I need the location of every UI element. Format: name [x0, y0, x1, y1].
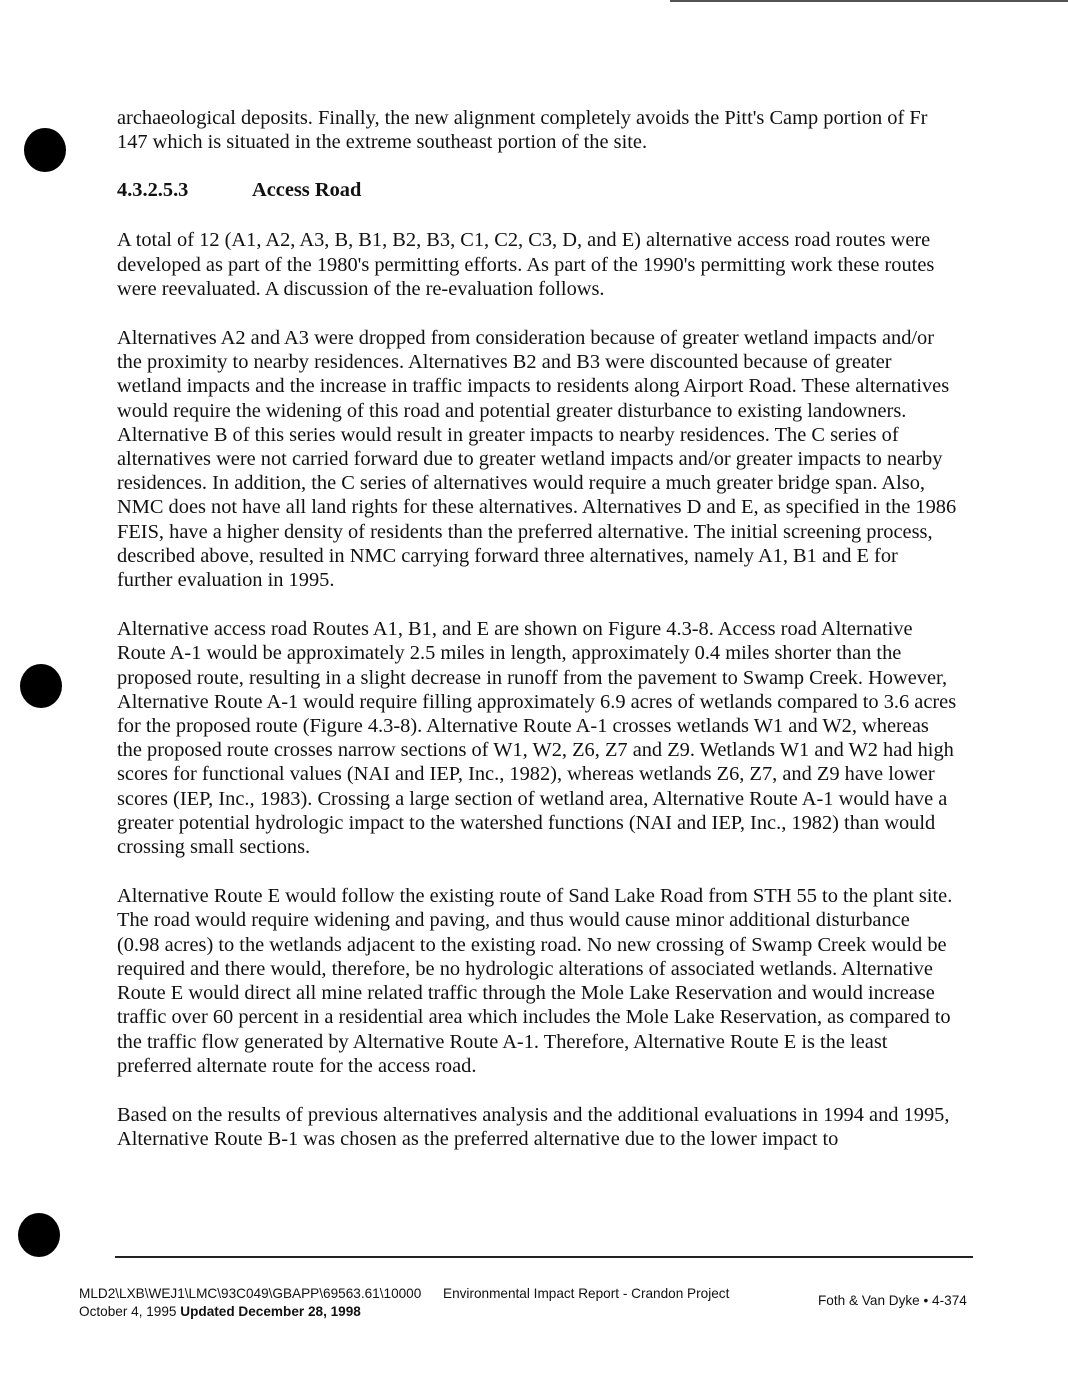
- footer-updated: Updated December 28, 1998: [180, 1304, 361, 1319]
- paragraph-alternatives-overview: A total of 12 (A1, A2, A3, B, B1, B2, B3, C1, C2, C3, D, and E) alternative access road routes were developed as part of the 1980's permitting efforts. As part of the 1990's permitting work these routes were reevaluated. A discussion of the re-evaluation follows.: [117, 229, 935, 300]
- section-number: 4.3.2.5.3: [117, 179, 189, 202]
- page-top-edge: [670, 0, 1068, 2]
- section-title: Access Road: [252, 179, 362, 202]
- paragraph-route-a1: Alternative access road Routes A1, B1, and E are shown on Figure 4.3-8. Access road Alternative Route A-1 would be approximately 2.5 miles in length, approximately 0.4 miles shorter than the proposed route, resulting in a slight decrease in runoff from the pavement to Swamp Creek. However, Alternative Route A-1 would require filling approximately 6.9 acres of wetlands compared to 3.6 acres for the proposed route (Figure 4.3-8). Alternative Route A-1 crosses wetlands W1 and W2, whereas the proposed route crosses narrow sections of W1, W2, Z6, Z7 and Z9. Wetlands W1 and W2 had high scores for functional values (NAI and IEP, Inc., 1982), whereas wetlands Z6, Z7, and Z9 have lower scores (IEP, Inc., 1983). Crossing a large section of wetland area, Alternative Route A-1 would have a greater potential hydrologic impact to the watershed functions (NAI and IEP, Inc., 1982) than would crossing small sections.: [117, 618, 957, 859]
- binder-hole-middle: [20, 664, 62, 708]
- footer-left: [79, 1285, 421, 1321]
- section-heading: [117, 178, 957, 202]
- binder-hole-bottom: [18, 1213, 60, 1257]
- paragraph-conclusion: Based on the results of previous alternatives analysis and the additional evaluations in 1994 and 1995, Alternative Route B-1 was chosen as the preferred alternative due to the lower impact to: [117, 1103, 950, 1151]
- paragraph-screening: Alternatives A2 and A3 were dropped from consideration because of greater wetland impacts and/or the proximity to nearby residences. Alternatives B2 and B3 were discounted because of greater wetland impacts and the increase in traffic impacts to residents along Airport Road. These alternatives would require the widening of this road and potential greater disturbance to existing landowners. Alternative B of this series would result in greater impacts to nearby residences. The C series of alternatives were not carried forward due to greater wetland impacts and/or greater impacts to nearby residences. In addition, the C series of alternatives would require a much greater bridge span. Also, NMC does not have all land rights for these alternatives. Alternatives D and E, as specified in the 1986 FEIS, have a higher density of residents than the preferred alternative. The initial screening process, described above, resulted in NMC carrying forward three alternatives, namely A1, B1 and E for further evaluation in 1995.: [117, 327, 957, 592]
- page-body: [117, 106, 957, 1151]
- paragraph-intro: archaeological deposits. Finally, the new alignment completely avoids the Pitt's Camp portion of Fr 147 which is situated in the extreme southeast portion of the site.: [117, 107, 928, 154]
- footer-firm-page: Foth & Van Dyke • 4-374: [818, 1293, 967, 1308]
- footer-report-title: Environmental Impact Report - Crandon Project: [443, 1286, 730, 1301]
- footer-file-path: MLD2\LXB\WEJ1\LMC\93C049\GBAPP\69563.61\10000: [79, 1286, 422, 1301]
- paragraph-route-e: Alternative Route E would follow the existing route of Sand Lake Road from STH 55 to the plant site. The road would require widening and paving, and thus would cause minor additional disturbance (0.98 acres) to the wetlands adjacent to the existing road. No new crossing of Swamp Creek would be required and there would, therefore, be no hydrologic alterations of associated wetlands. Alternative Route E would direct all mine related traffic through the Mole Lake Reservation and would increase traffic over 60 percent in a residential area which includes the Mole Lake Reservation, as compared to the traffic flow generated by Alternative Route A-1. Therefore, Alternative Route E is the least preferred alternate route for the access road.: [117, 885, 953, 1077]
- footer-rule: [115, 1256, 973, 1258]
- footer-dates: [79, 1303, 421, 1321]
- binder-hole-top: [24, 128, 66, 172]
- footer-date: October 4, 1995: [79, 1304, 177, 1319]
